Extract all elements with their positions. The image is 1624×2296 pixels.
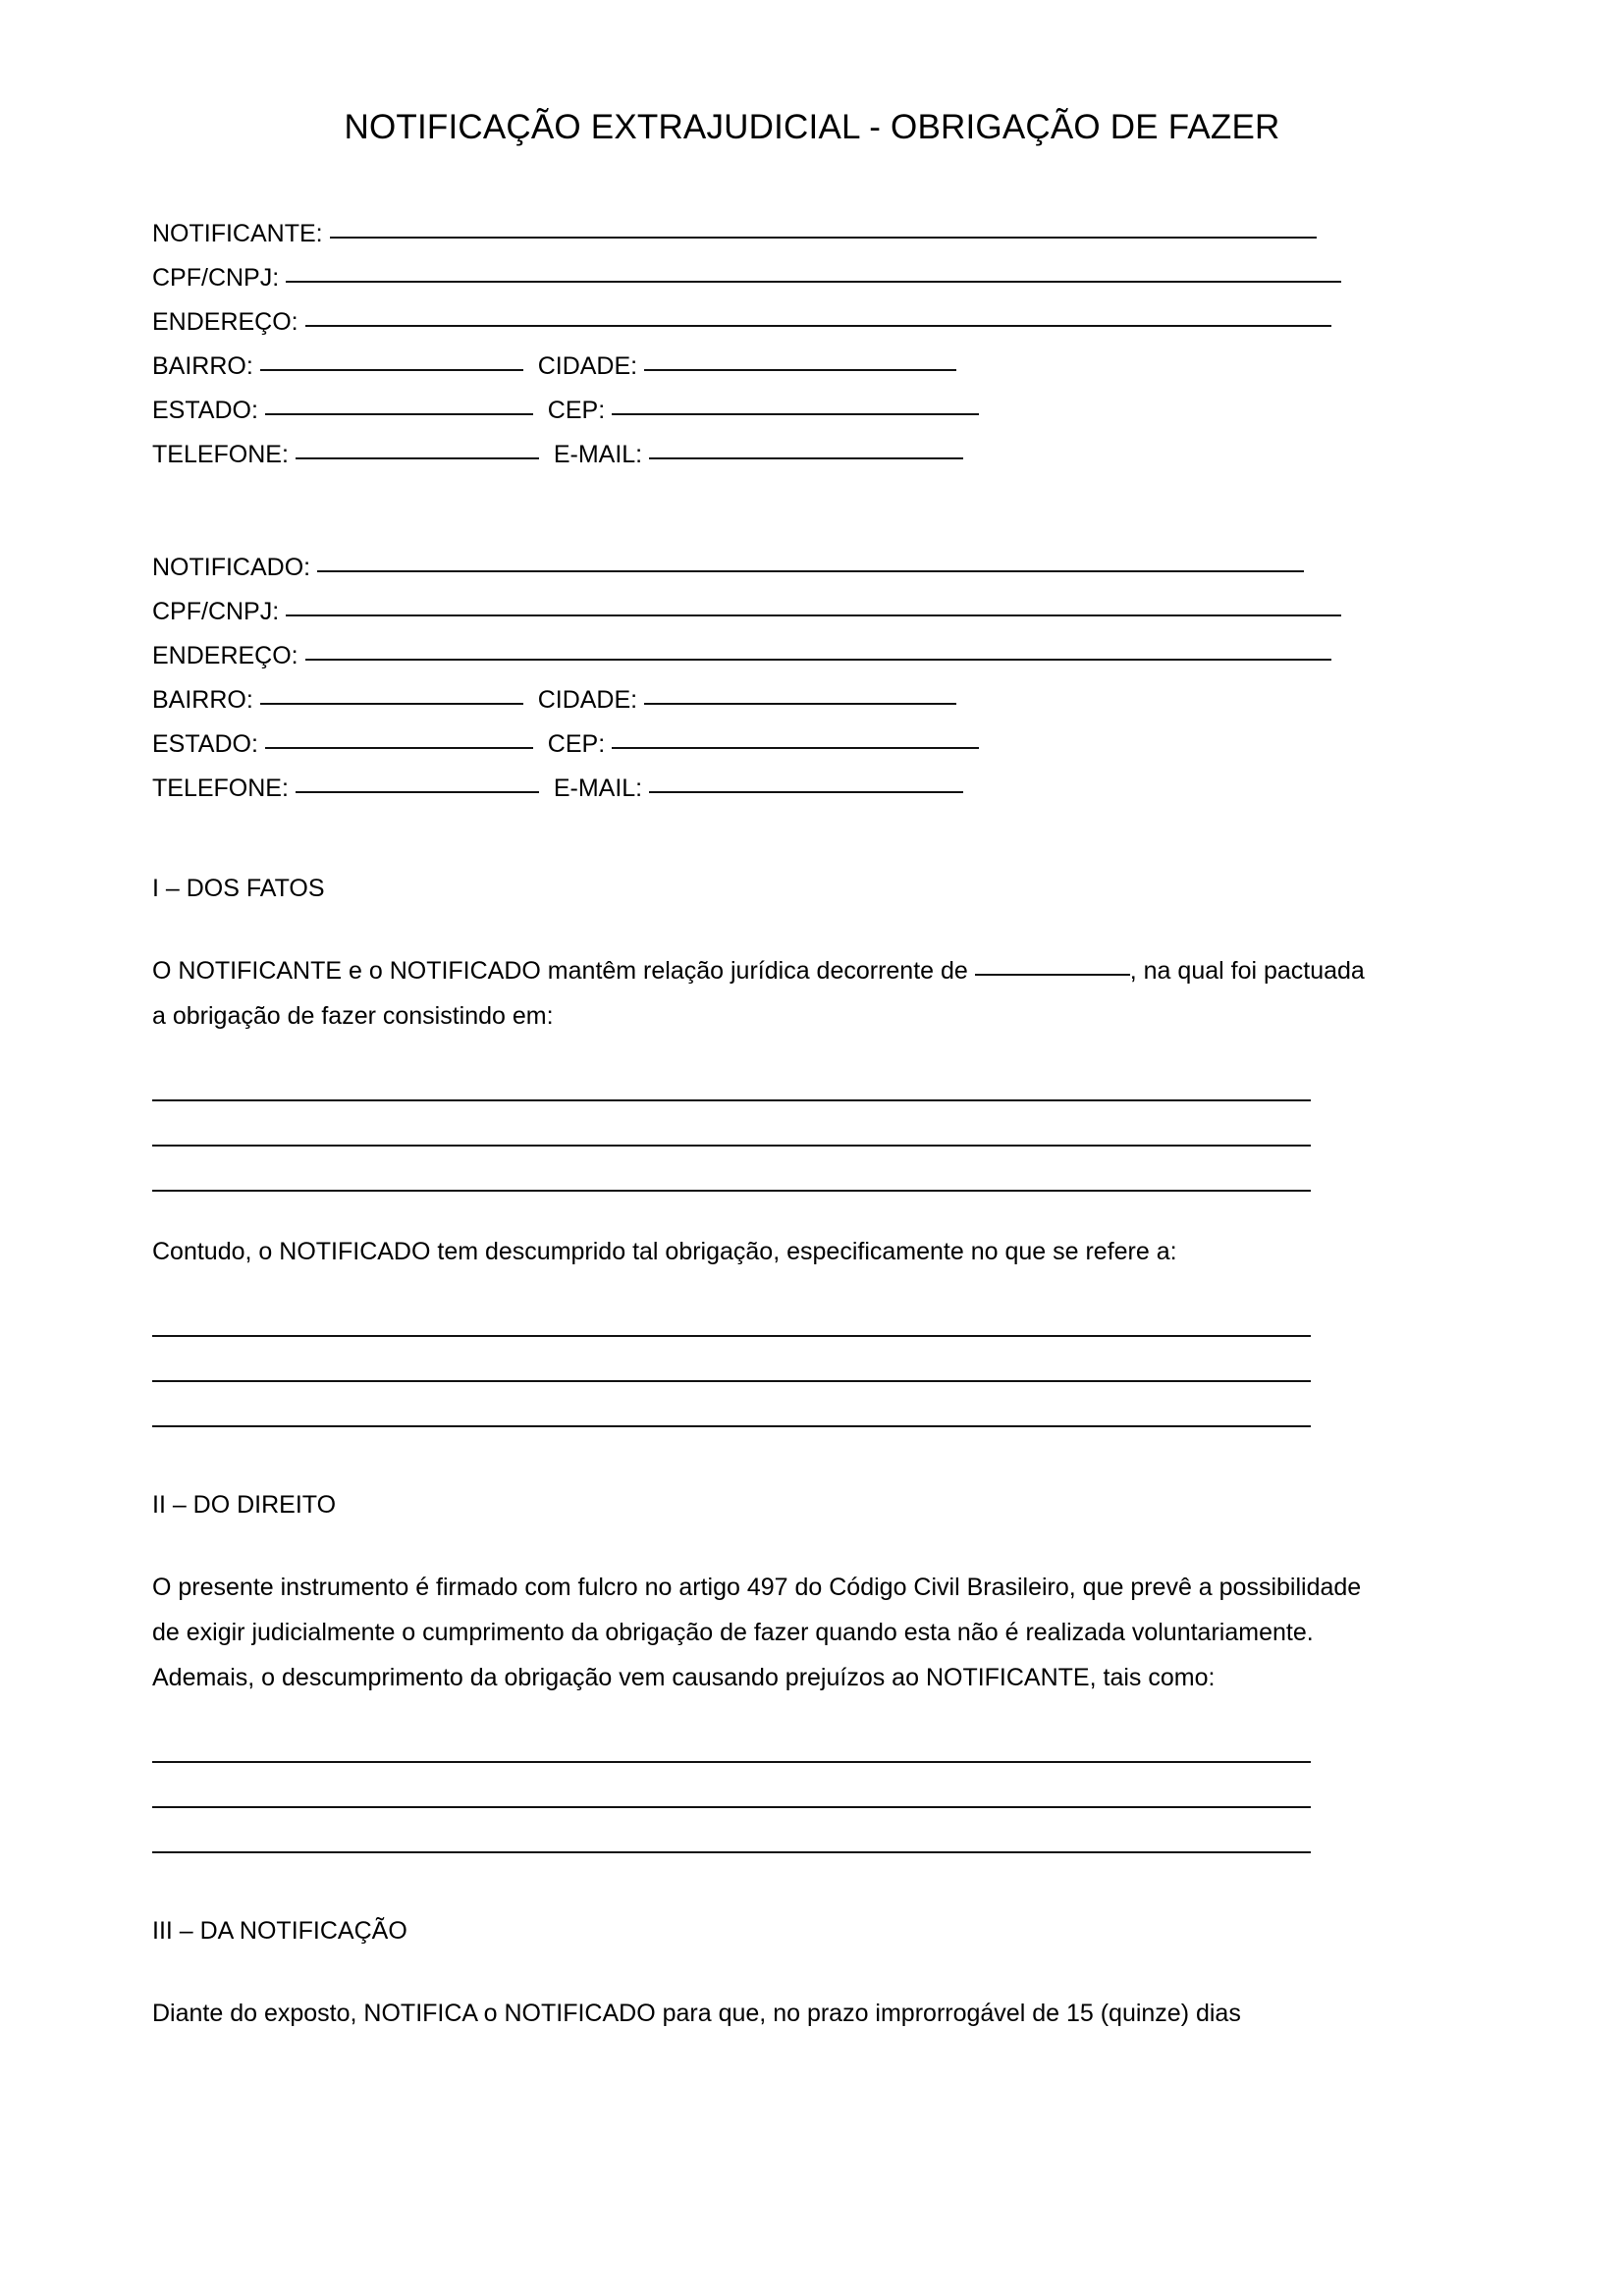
section-spacer: [152, 811, 1488, 866]
fill-in-lines-fatos-descumprimento: [152, 1292, 1488, 1427]
field-row-estado-cep-notificante: [152, 389, 1488, 433]
fill-in-line[interactable]: [152, 1382, 1311, 1427]
paragraph-spacer: [152, 1192, 1488, 1229]
notificado-form-block: [152, 546, 1488, 811]
field-input-bairro[interactable]: [260, 349, 523, 371]
field-input-bairro-notificado[interactable]: [260, 683, 523, 705]
fill-in-line[interactable]: [152, 1101, 1311, 1147]
field-row-cpf-cnpj-notificado: [152, 590, 1488, 634]
field-label-notificado: NOTIFICADO:: [152, 554, 311, 581]
field-row-telefone-email-notificado: [152, 767, 1488, 811]
field-row-endereco-notificado: [152, 634, 1488, 678]
field-row-notificante: [152, 212, 1488, 256]
paragraph-spacer: [152, 1527, 1488, 1565]
fill-in-line[interactable]: [152, 1292, 1311, 1337]
fill-in-lines-fatos-obrigacao: [152, 1056, 1488, 1192]
field-label-estado: ESTADO:: [152, 397, 258, 424]
fill-in-lines-direito-prejuizos: [152, 1718, 1488, 1853]
field-input-cep-notificado[interactable]: [612, 727, 979, 749]
field-input-cep[interactable]: [612, 394, 979, 415]
field-input-telefone[interactable]: [296, 438, 539, 459]
section-heading-do-direito: II – DO DIREITO: [152, 1491, 337, 1519]
section-heading-dos-fatos: I – DOS FATOS: [152, 875, 325, 902]
field-label-telefone: TELEFONE:: [152, 441, 289, 468]
field-label-bairro-notificado: BAIRRO:: [152, 686, 253, 714]
field-input-endereco-notificado[interactable]: [305, 639, 1331, 661]
field-input-notificado[interactable]: [317, 551, 1304, 572]
field-label-notificante: NOTIFICANTE:: [152, 220, 323, 247]
field-label-cpf-cnpj-notificado: CPF/CNPJ:: [152, 598, 280, 625]
notificante-form-block: [152, 212, 1488, 477]
fill-in-line[interactable]: [152, 1056, 1311, 1101]
field-input-estado[interactable]: [265, 394, 533, 415]
paragraph-spacer: [152, 911, 1488, 948]
paragraph-fatos-descumprimento: Contudo, o NOTIFICADO tem descumprido tal obrigação, especificamente no que se refere a:: [152, 1238, 1177, 1265]
field-label-cidade-notificado: CIDADE:: [537, 686, 638, 714]
paragraph-notificacao-prazo: Diante do exposto, NOTIFICA o NOTIFICADO para que, no prazo improrrogável de 15 (quinze) dias: [152, 2000, 1241, 2027]
field-input-email[interactable]: [649, 438, 963, 459]
paragraph-direito-fundamento: O presente instrumento é firmado com fulcro no artigo 497 do Código Civil Brasileiro, que prevê a possibilidade de exigir judicialmente o cumprimento da obrigação de fazer quando esta não é realizada voluntariamente.: [152, 1574, 1362, 1646]
field-label-bairro: BAIRRO:: [152, 352, 253, 380]
field-input-notificante[interactable]: [330, 217, 1317, 239]
field-row-notificado: [152, 546, 1488, 590]
paragraph-spacer: [152, 1953, 1488, 1991]
field-label-endereco-notificado: ENDEREÇO:: [152, 642, 298, 669]
field-input-estado-notificado[interactable]: [265, 727, 533, 749]
fill-in-line[interactable]: [152, 1763, 1311, 1808]
paragraph-direito-prejuizos: Ademais, o descumprimento da obrigação vem causando prejuízos ao NOTIFICANTE, tais como:: [152, 1664, 1216, 1691]
field-input-cidade-notificado[interactable]: [644, 683, 956, 705]
page-title: NOTIFICAÇÃO EXTRAJUDICIAL - OBRIGAÇÃO DE FAZER: [344, 108, 1280, 146]
block-spacer: [152, 477, 1488, 546]
field-row-bairro-cidade-notificante: [152, 345, 1488, 389]
field-label-endereco: ENDEREÇO:: [152, 308, 298, 336]
field-input-telefone-notificado[interactable]: [296, 772, 539, 793]
section-spacer: [152, 1853, 1488, 1908]
field-row-cpf-cnpj-notificante: [152, 256, 1488, 300]
field-row-telefone-email-notificante: [152, 433, 1488, 477]
field-label-telefone-notificado: TELEFONE:: [152, 774, 289, 802]
field-label-cep: CEP:: [547, 397, 606, 424]
field-input-cidade[interactable]: [644, 349, 956, 371]
fill-in-line[interactable]: [152, 1147, 1311, 1192]
document-body: [152, 212, 1488, 2036]
section-heading-da-notificacao: III – DA NOTIFICAÇÃO: [152, 1917, 407, 1945]
field-input-cpf-cnpj-notificado[interactable]: [286, 595, 1341, 616]
field-input-relacao-juridica[interactable]: [975, 956, 1130, 976]
field-label-cidade: CIDADE:: [537, 352, 638, 380]
paragraph-text-part-1: O NOTIFICANTE e o NOTIFICADO mantêm relação jurídica decorrente de: [152, 957, 975, 985]
fill-in-line[interactable]: [152, 1718, 1311, 1763]
field-input-email-notificado[interactable]: [649, 772, 963, 793]
field-label-estado-notificado: ESTADO:: [152, 730, 258, 758]
fill-in-line[interactable]: [152, 1808, 1311, 1853]
field-input-cpf-cnpj[interactable]: [286, 261, 1341, 283]
field-label-email-notificado: E-MAIL:: [553, 774, 643, 802]
paragraph-fatos-relacao: [152, 948, 1375, 1039]
paragraph-text-part-2: , na qual foi pactuada a obrigação de fazer consistindo em:: [152, 957, 1365, 1030]
field-row-estado-cep-notificado: [152, 722, 1488, 767]
field-label-cpf-cnpj: CPF/CNPJ:: [152, 264, 280, 292]
section-spacer: [152, 1427, 1488, 1482]
field-label-cep-notificado: CEP:: [547, 730, 606, 758]
field-input-endereco[interactable]: [305, 305, 1331, 327]
field-row-bairro-cidade-notificado: [152, 678, 1488, 722]
field-row-endereco-notificante: [152, 300, 1488, 345]
field-label-email: E-MAIL:: [553, 441, 643, 468]
fill-in-line[interactable]: [152, 1337, 1311, 1382]
